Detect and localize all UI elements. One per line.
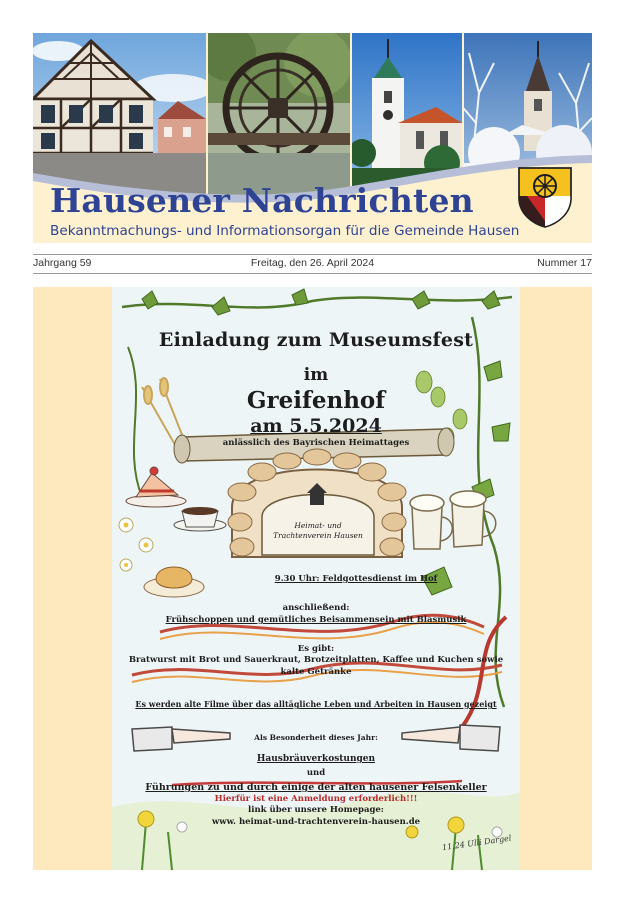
masthead — [33, 33, 592, 243]
event-poster — [112, 287, 520, 870]
issue-top-rule — [33, 254, 592, 255]
poster-date: am 5.5.2024 — [250, 415, 382, 437]
poster-service: 9.30 Uhr: Feldgottesdienst im Hof — [274, 574, 438, 584]
poster-offer-line1: Bratwurst mit Brot und Sauerkraut, Brotzeitplatten, Kaffee und Kuchen sowie — [128, 655, 504, 665]
municipal-coat-of-arms-icon — [517, 166, 573, 228]
poster-films: Es werden alte Filme über das alltägliche Leben und Arbeiten in Hausen gezeigt — [135, 699, 497, 709]
poster-special2: Führungen zu und durch einige der alten hausener Felsenkeller — [145, 782, 487, 793]
poster-special-label: Als Besonderheit dieses Jahr: — [254, 733, 378, 742]
poster-venue: Greifenhof — [246, 387, 386, 414]
issue-number: Nummer 17 — [537, 257, 592, 269]
poster-then-text: Frühschoppen und gemütliches Beisammensein mit Blasmusik — [165, 615, 467, 625]
newspaper-title: Hausener Nachrichten — [50, 181, 474, 220]
newspaper-subtitle: Bekanntmachungs- und Informationsorgan für die Gemeinde Hausen — [50, 223, 520, 239]
poster-occasion: anlässlich des Bayrischen Heimattages — [222, 438, 410, 448]
issue-bottom-rule — [33, 273, 592, 274]
issue-date: Freitag, den 26. April 2024 — [250, 257, 375, 269]
poster-im: im — [303, 365, 329, 385]
poster-club-line2: Trachtenverein Hausen — [273, 531, 363, 540]
poster-club-line1: Heimat- und — [294, 521, 342, 530]
poster-special1: Hausbräuverkostungen — [256, 754, 376, 764]
poster-offer-label: Es gibt: — [297, 644, 335, 654]
poster-offer-line2: kalte Getränke — [280, 667, 352, 677]
poster-and: und — [306, 768, 326, 778]
poster-signature: 11.24 Ulli Dargel — [441, 833, 512, 853]
poster-frame — [33, 287, 592, 870]
issue-volume: Jahrgang 59 — [33, 257, 92, 269]
poster-link-label: link über unsere Homepage: — [248, 805, 384, 815]
poster-heading: Einladung zum Museumsfest — [158, 329, 474, 351]
issue-line — [33, 256, 592, 272]
poster-url[interactable]: www. heimat-und-trachtenverein-hausen.de — [211, 817, 421, 827]
poster-registration: Hierfür ist eine Anmeldung erforderlich!!! — [214, 794, 418, 804]
poster-then-label: anschließend: — [282, 603, 350, 613]
